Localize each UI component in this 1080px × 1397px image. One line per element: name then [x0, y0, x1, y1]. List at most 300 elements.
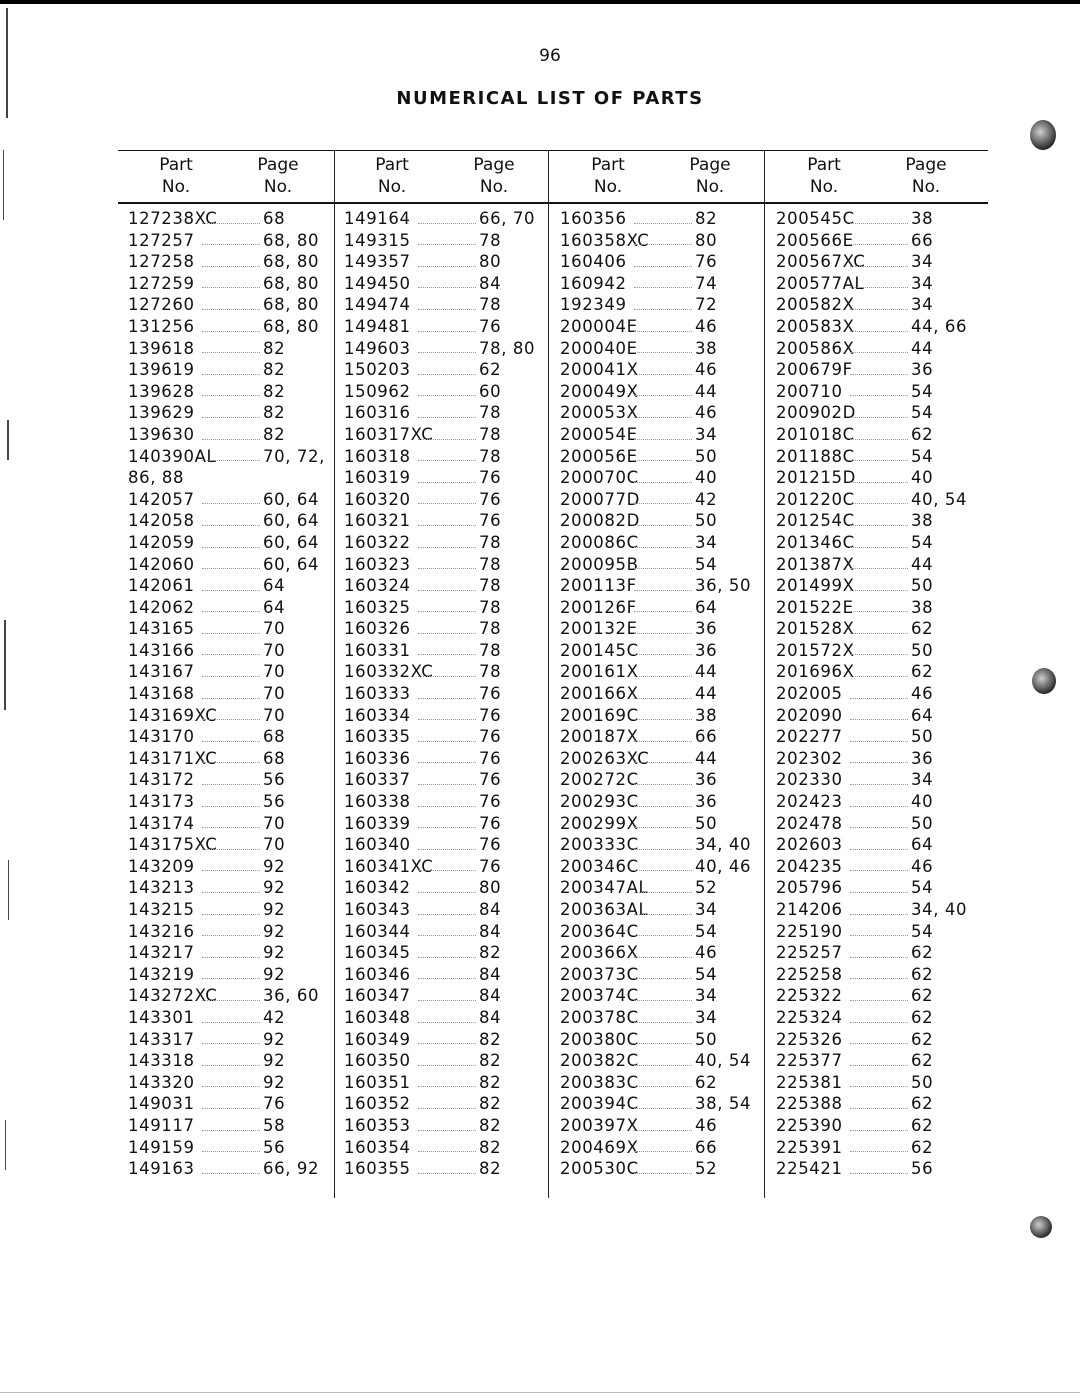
- part-number: 143213: [128, 878, 195, 898]
- part-number: 200054E: [560, 424, 638, 444]
- leader-dots: [850, 640, 908, 656]
- leader-dots: [634, 532, 692, 548]
- part-row: [118, 510, 334, 532]
- leader-dots: [418, 208, 476, 224]
- page-reference: 56: [911, 1159, 934, 1179]
- leader-dots: [202, 1158, 260, 1174]
- part-row: [334, 683, 550, 705]
- page-reference: 38: [911, 511, 934, 531]
- parts-list: [334, 208, 550, 1180]
- part-row: [118, 230, 334, 252]
- part-row: [766, 338, 982, 360]
- page-reference: 50: [695, 511, 718, 531]
- header-part-label: Part: [591, 155, 625, 175]
- part-row: [118, 554, 334, 576]
- page-title: NUMERICAL LIST OF PARTS: [396, 88, 704, 109]
- part-row: [550, 467, 766, 489]
- part-row: [550, 294, 766, 316]
- header-page-no-label: No.: [695, 177, 725, 197]
- leader-dots: [202, 510, 260, 526]
- leader-dots: [418, 251, 476, 267]
- page-reference: 34, 40: [911, 900, 968, 919]
- part-row: [766, 597, 982, 619]
- part-number: 200161X: [560, 662, 639, 682]
- page-reference: 52: [695, 878, 718, 898]
- leader-dots: [850, 661, 908, 677]
- leader-dots: [202, 856, 260, 872]
- part-number: 160320: [344, 489, 411, 509]
- leader-dots: [202, 230, 260, 246]
- part-row: [550, 1115, 766, 1137]
- leader-dots: [634, 813, 692, 829]
- part-row: [550, 921, 766, 943]
- header-part-no-label: No.: [809, 177, 839, 197]
- page-reference: 36: [911, 748, 934, 768]
- part-number: 143216: [128, 921, 195, 941]
- leader-dots: [202, 1007, 260, 1023]
- part-number: 150203: [344, 360, 411, 380]
- part-number: 225257: [776, 943, 843, 963]
- page-reference: 40: [695, 468, 718, 488]
- page-reference: 36, 60: [263, 986, 320, 1006]
- part-number: 160351: [344, 1072, 411, 1092]
- part-row: [118, 338, 334, 360]
- part-row: [334, 381, 550, 403]
- part-row: [766, 230, 982, 252]
- part-number: 160326: [344, 619, 411, 639]
- part-row: [118, 1093, 334, 1115]
- part-row: [118, 1007, 334, 1029]
- page-reference: 62: [911, 1051, 934, 1071]
- page-reference: 92: [263, 921, 286, 941]
- part-row: [766, 554, 982, 576]
- part-number: 160325: [344, 597, 411, 617]
- part-number: 160333: [344, 684, 411, 704]
- part-number: 200113F: [560, 576, 637, 596]
- page-reference: 76: [479, 813, 502, 833]
- part-row: [550, 964, 766, 986]
- leader-dots: [202, 1050, 260, 1066]
- leader-dots: [634, 834, 692, 850]
- page-reference: 68, 80: [263, 273, 320, 293]
- leader-dots: [850, 1137, 908, 1153]
- page-reference: 34: [695, 424, 718, 444]
- part-number: 160318: [344, 446, 411, 466]
- leader-dots: [850, 316, 908, 332]
- part-row: [334, 230, 550, 252]
- part-number: 201220C: [776, 489, 855, 509]
- leader-dots: [634, 1072, 692, 1088]
- part-number: 143166: [128, 640, 195, 660]
- part-row: [334, 554, 550, 576]
- leader-dots: [202, 748, 260, 764]
- part-row: [550, 834, 766, 856]
- leader-dots: [418, 532, 476, 548]
- leader-dots: [418, 1115, 476, 1131]
- page-reference: 84: [479, 273, 502, 293]
- part-row: [550, 683, 766, 705]
- part-number: 200902D: [776, 403, 856, 423]
- leader-dots: [850, 856, 908, 872]
- parts-table: [118, 150, 988, 1198]
- page-reference: 76: [479, 705, 502, 725]
- leader-dots: [418, 1158, 476, 1174]
- page-reference: 78: [479, 403, 502, 423]
- part-number: 200169C: [560, 705, 639, 725]
- part-number: 200082D: [560, 511, 640, 531]
- parts-list: [118, 208, 334, 1180]
- part-number: 200545C: [776, 209, 855, 228]
- part-number: 200299X: [560, 813, 639, 833]
- part-row: [550, 769, 766, 791]
- part-number: 202478: [776, 813, 843, 833]
- leader-dots: [634, 251, 692, 267]
- part-number: 200187X: [560, 727, 639, 747]
- page-reference: 80: [479, 878, 502, 898]
- part-row: [550, 726, 766, 748]
- part-number: 143219: [128, 964, 195, 984]
- leader-dots: [418, 726, 476, 742]
- leader-dots: [418, 1093, 476, 1109]
- part-number: 202005: [776, 684, 843, 704]
- page-reference: 62: [911, 1115, 934, 1135]
- part-number: 127259: [128, 273, 195, 293]
- page-reference: 40: [911, 468, 934, 488]
- leader-dots: [202, 683, 260, 699]
- part-row: [118, 921, 334, 943]
- page-reference: 62: [911, 964, 934, 984]
- leader-dots: [418, 575, 476, 591]
- part-row: [118, 316, 334, 338]
- part-row: [118, 683, 334, 705]
- part-number: 139619: [128, 360, 195, 380]
- part-number: 140390AL: [128, 446, 217, 466]
- part-number: 200394C: [560, 1094, 639, 1114]
- part-number: 201018C: [776, 424, 855, 444]
- leader-dots: [202, 1029, 260, 1045]
- leader-dots: [634, 769, 692, 785]
- part-row: [334, 446, 550, 468]
- leader-dots: [202, 489, 260, 505]
- leader-dots: [202, 899, 260, 915]
- page-reference: 34: [695, 532, 718, 552]
- page-reference: 50: [911, 1072, 934, 1092]
- part-number: 200346C: [560, 856, 639, 876]
- part-row: [118, 877, 334, 899]
- part-number: 200374C: [560, 986, 639, 1006]
- part-number: 200070C: [560, 468, 639, 488]
- page-reference: 78: [479, 446, 502, 466]
- part-row: [334, 813, 550, 835]
- page-reference: 70: [263, 640, 286, 660]
- part-number: 149159: [128, 1137, 195, 1157]
- part-row: [766, 1072, 982, 1094]
- part-number: 149603: [344, 338, 411, 358]
- page-reference: 38: [911, 209, 934, 228]
- part-number: 202423: [776, 792, 843, 812]
- page-reference: 34: [911, 252, 934, 272]
- page-reference: 62: [911, 986, 934, 1006]
- leader-dots: [418, 424, 476, 440]
- page-reference: 70: [263, 684, 286, 704]
- part-number: 160353: [344, 1115, 411, 1135]
- part-row: [550, 597, 766, 619]
- page-reference: 92: [263, 964, 286, 984]
- part-number: 160343: [344, 900, 411, 919]
- part-row: [550, 1050, 766, 1072]
- leader-dots: [634, 1093, 692, 1109]
- leader-dots: [418, 942, 476, 958]
- header-page-no-label: No.: [911, 177, 941, 197]
- page-reference: 46: [695, 1115, 718, 1135]
- part-row: [334, 726, 550, 748]
- leader-dots: [418, 316, 476, 332]
- page-reference: 38, 54: [695, 1094, 752, 1114]
- part-number: 200363AL: [560, 900, 649, 919]
- part-row: [334, 294, 550, 316]
- leader-dots: [202, 1093, 260, 1109]
- part-row: [334, 921, 550, 943]
- part-row: [550, 705, 766, 727]
- page-reference: 92: [263, 1051, 286, 1071]
- page-reference: 76: [479, 511, 502, 531]
- part-number: 160331: [344, 640, 411, 660]
- part-number: 143209: [128, 856, 195, 876]
- page-reference: 78: [479, 532, 502, 552]
- page-reference: 62: [479, 360, 502, 380]
- leader-dots: [850, 813, 908, 829]
- part-number: 225421: [776, 1159, 843, 1179]
- leader-dots: [850, 1029, 908, 1045]
- part-row: [550, 1029, 766, 1051]
- header-part-no-label: No.: [377, 177, 407, 197]
- part-number: 142060: [128, 554, 195, 574]
- part-row: [766, 856, 982, 878]
- page-reference: 82: [479, 1094, 502, 1114]
- page-reference: 36: [911, 360, 934, 380]
- leader-dots: [634, 856, 692, 872]
- page-reference: 34: [695, 1007, 718, 1027]
- part-number: 200056E: [560, 446, 638, 466]
- leader-dots: [418, 964, 476, 980]
- part-number: 149164: [344, 209, 411, 228]
- page-reference: 60, 64: [263, 489, 320, 509]
- part-number: 149163: [128, 1159, 195, 1179]
- leader-dots: [634, 381, 692, 397]
- leader-dots: [634, 683, 692, 699]
- page-reference: 68, 80: [263, 316, 320, 336]
- part-row: [550, 532, 766, 554]
- header-part-no-label: No.: [593, 177, 623, 197]
- page-reference: 64: [263, 597, 286, 617]
- leader-dots: [418, 1137, 476, 1153]
- page-reference: 34, 40: [695, 835, 752, 855]
- part-number: 131256: [128, 316, 195, 336]
- leader-dots: [202, 705, 260, 721]
- part-number: 160342: [344, 878, 411, 898]
- page-reference: 68: [263, 727, 286, 747]
- part-number: 200086C: [560, 532, 639, 552]
- page-reference: 60: [479, 381, 502, 401]
- page-reference: 84: [479, 921, 502, 941]
- part-row: [118, 532, 334, 554]
- part-number: 200577AL: [776, 273, 865, 293]
- part-number: 200382C: [560, 1051, 639, 1071]
- leader-dots: [850, 1007, 908, 1023]
- leader-dots: [850, 294, 908, 310]
- leader-dots: [634, 964, 692, 980]
- part-row: [334, 1050, 550, 1072]
- page-reference: 82: [479, 1159, 502, 1179]
- bottom-edge-rule: [0, 1392, 1080, 1393]
- leader-dots: [418, 381, 476, 397]
- part-row: [766, 640, 982, 662]
- part-number: 127257: [128, 230, 195, 250]
- page-reference: 46: [911, 684, 934, 704]
- part-number: 142061: [128, 576, 195, 596]
- parts-list: [766, 208, 982, 1180]
- part-row: [550, 273, 766, 295]
- part-number: 200132E: [560, 619, 638, 639]
- part-row: [766, 726, 982, 748]
- page-reference: 82: [479, 1115, 502, 1135]
- leader-dots: [634, 640, 692, 656]
- part-row: [550, 942, 766, 964]
- part-number: 160355: [344, 1159, 411, 1179]
- part-row: [550, 575, 766, 597]
- part-row: [766, 316, 982, 338]
- page-reference: 60, 64: [263, 532, 320, 552]
- page-reference: 82: [479, 1137, 502, 1157]
- part-number: 143317: [128, 1029, 195, 1049]
- part-number: 200004E: [560, 316, 638, 336]
- part-row: [766, 683, 982, 705]
- page-reference: 64: [695, 597, 718, 617]
- part-row: [334, 661, 550, 683]
- part-number: 201528X: [776, 619, 855, 639]
- part-number: 139630: [128, 424, 195, 444]
- part-number: 160332XC: [344, 662, 434, 682]
- part-row: [766, 748, 982, 770]
- part-number: 200364C: [560, 921, 639, 941]
- leader-dots: [850, 251, 908, 267]
- part-number: 225391: [776, 1137, 843, 1157]
- part-number: 143165: [128, 619, 195, 639]
- leader-dots: [418, 510, 476, 526]
- part-number: 201499X: [776, 576, 855, 596]
- part-row: [118, 748, 334, 770]
- part-number: 200566E: [776, 230, 854, 250]
- page-reference: 92: [263, 1072, 286, 1092]
- page-reference: 76: [479, 684, 502, 704]
- part-row: [118, 467, 334, 489]
- part-number: 143217: [128, 943, 195, 963]
- part-row: [550, 748, 766, 770]
- page-reference: 60, 64: [263, 511, 320, 531]
- page-reference: 78: [479, 597, 502, 617]
- part-row: [118, 294, 334, 316]
- part-number: 201346C: [776, 532, 855, 552]
- leader-dots: [202, 921, 260, 937]
- part-number: 149315: [344, 230, 411, 250]
- part-row: [766, 834, 982, 856]
- leader-dots: [850, 877, 908, 893]
- part-number: 201572X: [776, 640, 855, 660]
- page-reference: 78: [479, 619, 502, 639]
- part-row: [334, 1158, 550, 1180]
- part-row: [334, 618, 550, 640]
- part-row: [766, 402, 982, 424]
- part-number: 139628: [128, 381, 195, 401]
- leader-dots: [850, 705, 908, 721]
- part-row: [766, 251, 982, 273]
- page-reference: 50: [911, 813, 934, 833]
- part-row: [334, 424, 550, 446]
- part-row: [118, 359, 334, 381]
- leader-dots: [418, 748, 476, 764]
- header-page-label: Page: [905, 155, 947, 175]
- page-reference: 36: [695, 640, 718, 660]
- part-row: [766, 964, 982, 986]
- leader-dots: [418, 856, 476, 872]
- part-row: [550, 856, 766, 878]
- part-number: 149474: [344, 295, 411, 315]
- part-row: [550, 1007, 766, 1029]
- binder-hole-mark: [1030, 120, 1056, 150]
- page-reference: 36: [695, 619, 718, 639]
- page-reference: 76: [479, 748, 502, 768]
- part-number: 200397X: [560, 1115, 639, 1135]
- leader-dots: [202, 273, 260, 289]
- page-reference: 76: [695, 252, 718, 272]
- page-reference: 62: [911, 662, 934, 682]
- page-reference: 78: [479, 576, 502, 596]
- part-row: [118, 769, 334, 791]
- page-reference: 50: [911, 727, 934, 747]
- leader-dots: [850, 834, 908, 850]
- part-number: 202090: [776, 705, 843, 725]
- header-part-label: Part: [807, 155, 841, 175]
- leader-dots: [634, 1007, 692, 1023]
- header-page-label: Page: [473, 155, 515, 175]
- column-header: [766, 154, 982, 202]
- leader-dots: [634, 446, 692, 462]
- part-row: [118, 1072, 334, 1094]
- part-row: [766, 661, 982, 683]
- page-reference: 46: [695, 360, 718, 380]
- leader-dots: [634, 575, 692, 591]
- part-number: 160406: [560, 252, 627, 272]
- leader-dots: [634, 424, 692, 440]
- page-reference: 66: [695, 727, 718, 747]
- part-number: 142058: [128, 511, 195, 531]
- leader-dots: [634, 338, 692, 354]
- page-reference: 42: [695, 489, 718, 509]
- part-row: [550, 489, 766, 511]
- part-row: [766, 705, 982, 727]
- leader-dots: [850, 899, 908, 915]
- part-row: [118, 208, 334, 230]
- leader-dots: [418, 294, 476, 310]
- part-number: 160942: [560, 273, 627, 293]
- part-row: [766, 424, 982, 446]
- part-row: [118, 424, 334, 446]
- part-row: [118, 381, 334, 403]
- part-row: [766, 1029, 982, 1051]
- part-row: [550, 1093, 766, 1115]
- part-number: 143172: [128, 770, 195, 790]
- leader-dots: [634, 1029, 692, 1045]
